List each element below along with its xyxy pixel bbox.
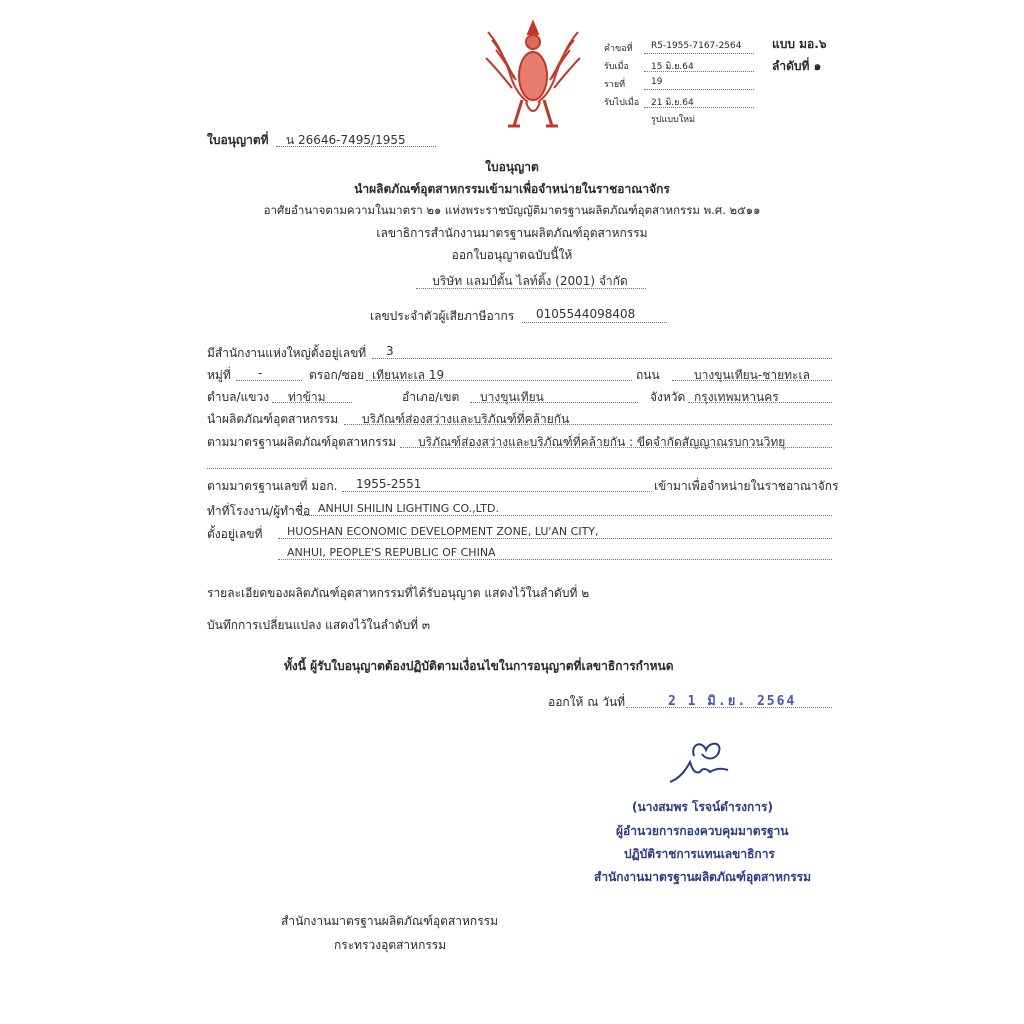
product-value: บริภัณฑ์ส่องสว่างและบริภัณฑ์ที่คล้ายกัน <box>362 412 570 426</box>
standard-suffix: เข้ามาเพื่อจำหน่ายในราชอาณาจักร <box>654 479 839 493</box>
doc-authority: อาศัยอำนาจตามความในมาตรา ๒๑ แห่งพระราชบัญญัติมาตรฐานผลิตภัณฑ์อุตสาหกรรม พ.ศ. ๒๕๑๑ <box>263 203 761 217</box>
tax-id-value: 0105544098408 <box>536 307 636 321</box>
sequence-number: ลำดับที่ ๑ <box>772 59 822 73</box>
footer-agency: สำนักงานมาตรฐานผลิตภัณฑ์อุตสาหกรรม <box>281 914 499 928</box>
issue-date-label: ออกให้ ณ วันที่ <box>548 695 626 709</box>
signature-image <box>666 738 746 788</box>
details-line1: รายละเอียดของผลิตภัณฑ์อุตสาหกรรมที่ได้รับอนุญาต แสดงไว้ในลำดับที่ ๒ <box>207 586 590 600</box>
factory-address-label: ตั้งอยู่เลขที่ <box>207 527 263 541</box>
condition-text: ทั้งนี้ ผู้รับใบอนุญาตต้องปฏิบัติตามเงื่อนไขในการอนุญาตที่เลขาธิการกำหนด <box>284 659 674 673</box>
doc-issuer: เลขาธิการสำนักงานมาตรฐานผลิตภัณฑ์อุตสาหกรรม <box>376 226 648 240</box>
subdistrict-value: ท่าข้าม <box>288 390 326 404</box>
signatory-position1: ผู้อำนวยการกองควบคุมมาตรฐาน <box>616 824 789 838</box>
issue-date-stamp: 2 1 มิ.ย. 2564 <box>668 694 797 709</box>
company-name: บริษัท แลมป์ตั้น ไลท์ติ้ง (2001) จำกัด <box>432 274 628 288</box>
intake-value-3: 21 มิ.ย.64 <box>651 98 694 108</box>
factory-address-line1: HUOSHAN ECONOMIC DEVELOPMENT ZONE, LU'AN CITY, <box>287 525 599 538</box>
details-line2: บันทึกการเปลี่ยนแปลง แสดงไว้ในลำดับที่ ๓ <box>207 618 431 632</box>
product-label: นำผลิตภัณฑ์อุตสาหกรรม <box>207 412 339 426</box>
doc-subtitle: นำผลิตภัณฑ์อุตสาหกรรมเข้ามาเพื่อจำหน่ายในราชอาณาจักร <box>354 182 670 196</box>
road-label: ถนน <box>636 368 660 382</box>
license-number: น 26646-7495/1955 <box>286 133 406 147</box>
manufacturer-label: ทำที่โรงงาน/ผู้ทำชื่อ <box>207 504 311 518</box>
signatory-name: (นางสมพร โรจน์ดำรงการ) <box>632 800 773 814</box>
signatory-position3: สำนักงานมาตรฐานผลิตภัณฑ์อุตสาหกรรม <box>594 870 812 884</box>
tax-id-label: เลขประจำตัวผู้เสียภาษีอากร <box>370 309 515 323</box>
moo-label: หมู่ที่ <box>207 368 231 382</box>
license-label: ใบอนุญาตที่ <box>207 133 269 147</box>
standard-title-label: ตามมาตรฐานผลิตภัณฑ์อุตสาหกรรม <box>207 435 397 449</box>
subdistrict-label: ตำบล/แขวง <box>207 390 270 404</box>
intake-label-1: รับเมื่อ <box>604 62 629 72</box>
intake-value-2: 19 <box>651 77 663 87</box>
form-code: แบบ มอ.๖ <box>772 37 827 51</box>
road-value: บางขุนเทียน-ชายทะเล <box>694 368 810 382</box>
district-label: อำเภอ/เขต <box>402 390 460 404</box>
province-label: จังหวัด <box>650 390 686 404</box>
signatory-position2: ปฏิบัติราชการแทนเลขาธิการ <box>624 847 775 861</box>
factory-address-line2: ANHUI, PEOPLE'S REPUBLIC OF CHINA <box>287 546 496 559</box>
intake-label-0: คำขอที่ <box>604 44 633 54</box>
hq-label: มีสำนักงานแห่งใหญ่ตั้งอยู่เลขที่ <box>207 346 367 360</box>
garuda-emblem-icon <box>478 18 588 136</box>
standard-no-label: ตามมาตรฐานเลขที่ มอก. <box>207 479 338 493</box>
doc-title: ใบอนุญาต <box>485 160 539 174</box>
moo-value: - <box>258 366 263 380</box>
standard-no-value: 1955-2551 <box>356 477 422 491</box>
soi-label: ตรอก/ซอย <box>309 368 365 382</box>
intake-value-1: 15 มิ.ย.64 <box>651 62 694 72</box>
footer-ministry: กระทรวงอุตสาหกรรม <box>334 938 447 952</box>
manufacturer-name: ANHUI SHILIN LIGHTING CO.,LTD. <box>318 502 499 515</box>
doc-issued-to: ออกใบอนุญาตฉบับนี้ให้ <box>451 248 573 262</box>
province-value: กรุงเทพมหานคร <box>694 390 779 404</box>
soi-value: เทียนทะเล 19 <box>372 368 445 382</box>
standard-title-value: บริภัณฑ์ส่องสว่างและบริภัณฑ์ที่คล้ายกัน : ขีดจำกัดสัญญาณรบกวนวิทยุ <box>418 435 786 449</box>
intake-label-3: รับไปเมื่อ <box>604 98 640 108</box>
intake-note: รูปแบบใหม่ <box>651 115 696 125</box>
hq-number: 3 <box>386 344 394 358</box>
intake-value-0: R5-1955-7167-2564 <box>651 41 742 51</box>
district-value: บางขุนเทียน <box>480 390 544 404</box>
intake-label-2: รายที่ <box>604 80 626 90</box>
